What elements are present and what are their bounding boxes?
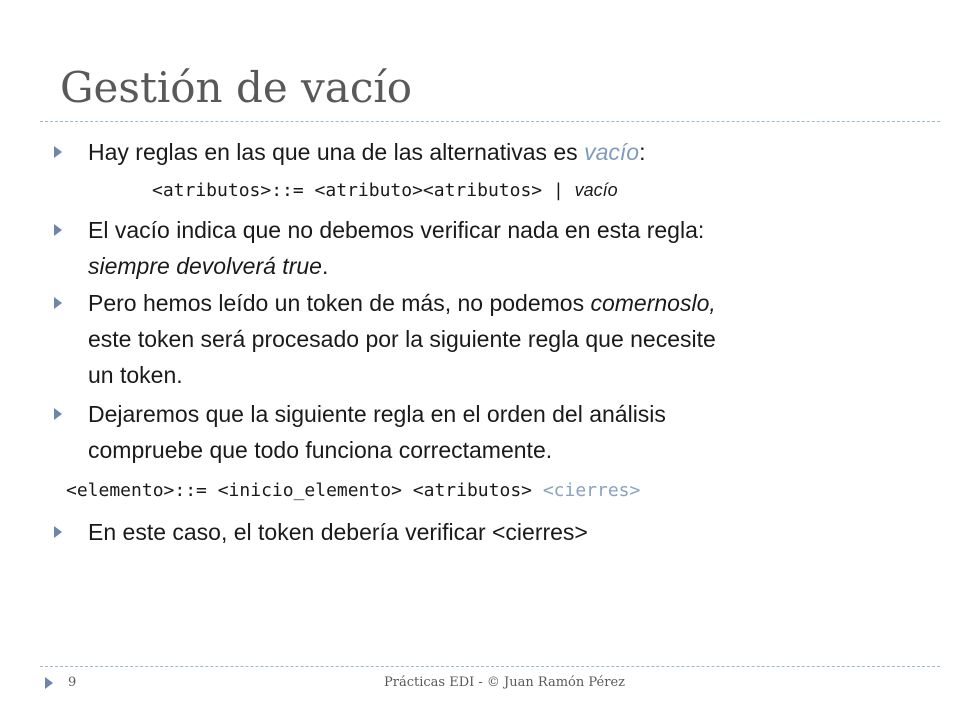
bullet-1-text: Hay reglas en las que una de las alternativas es bbox=[88, 139, 585, 165]
bullet-triangle-icon bbox=[54, 146, 62, 158]
title-divider bbox=[40, 121, 940, 122]
grammar-rule-elemento-text: <elemento>::= <inicio_elemento> <atributos> bbox=[66, 480, 543, 501]
bullet-3-emphasis: comernoslo, bbox=[590, 290, 716, 316]
page-number: 9 bbox=[68, 675, 77, 690]
bullet-triangle-icon bbox=[54, 297, 62, 309]
bullet-2-line-2 bbox=[88, 248, 328, 284]
grammar-rule-elemento-cierres: <cierres> bbox=[542, 480, 641, 501]
bullet-1-tail: : bbox=[639, 139, 646, 165]
bullet-3-line-2: este token será procesado por la siguiente regla que necesite bbox=[88, 326, 716, 352]
bullet-2-line-1: El vacío indica que no debemos verificar nada en esta regla: bbox=[88, 217, 705, 243]
bullet-4-line-1: Dejaremos que la siguiente regla en el orden del análisis bbox=[88, 401, 666, 427]
grammar-rule-atributos-empty: vacío bbox=[574, 180, 618, 200]
bullet-3-line-1 bbox=[88, 285, 716, 321]
grammar-rule-atributos bbox=[152, 176, 618, 205]
grammar-rule-elemento bbox=[66, 477, 640, 505]
bullet-1-emphasis: vacío bbox=[584, 139, 640, 165]
bullet-triangle-icon bbox=[54, 224, 62, 236]
slide-title: Gestión de vacío bbox=[60, 63, 413, 112]
footer-divider bbox=[40, 666, 940, 667]
bullet-3-text: Pero hemos leído un token de más, no podemos bbox=[88, 290, 591, 316]
bullet-2-emphasis: siempre devolverá true bbox=[88, 253, 322, 279]
bullet-4-line-2: compruebe que todo funciona correctamente. bbox=[88, 437, 553, 463]
bullet-triangle-icon bbox=[54, 526, 62, 538]
bullet-triangle-icon bbox=[54, 408, 62, 420]
footer-credit: Prácticas EDI - © Juan Ramón Pérez bbox=[384, 675, 625, 690]
bullet-2-tail: . bbox=[321, 253, 329, 279]
bullet-3-line-3: un token. bbox=[88, 362, 183, 388]
bullet-5: En este caso, el token debería verificar <cierres> bbox=[88, 519, 588, 545]
bullet-1 bbox=[88, 134, 645, 170]
grammar-rule-atributos-text: <atributos>::= <atributo><atributos> | bbox=[152, 180, 575, 201]
footer-triangle-icon bbox=[45, 677, 53, 689]
